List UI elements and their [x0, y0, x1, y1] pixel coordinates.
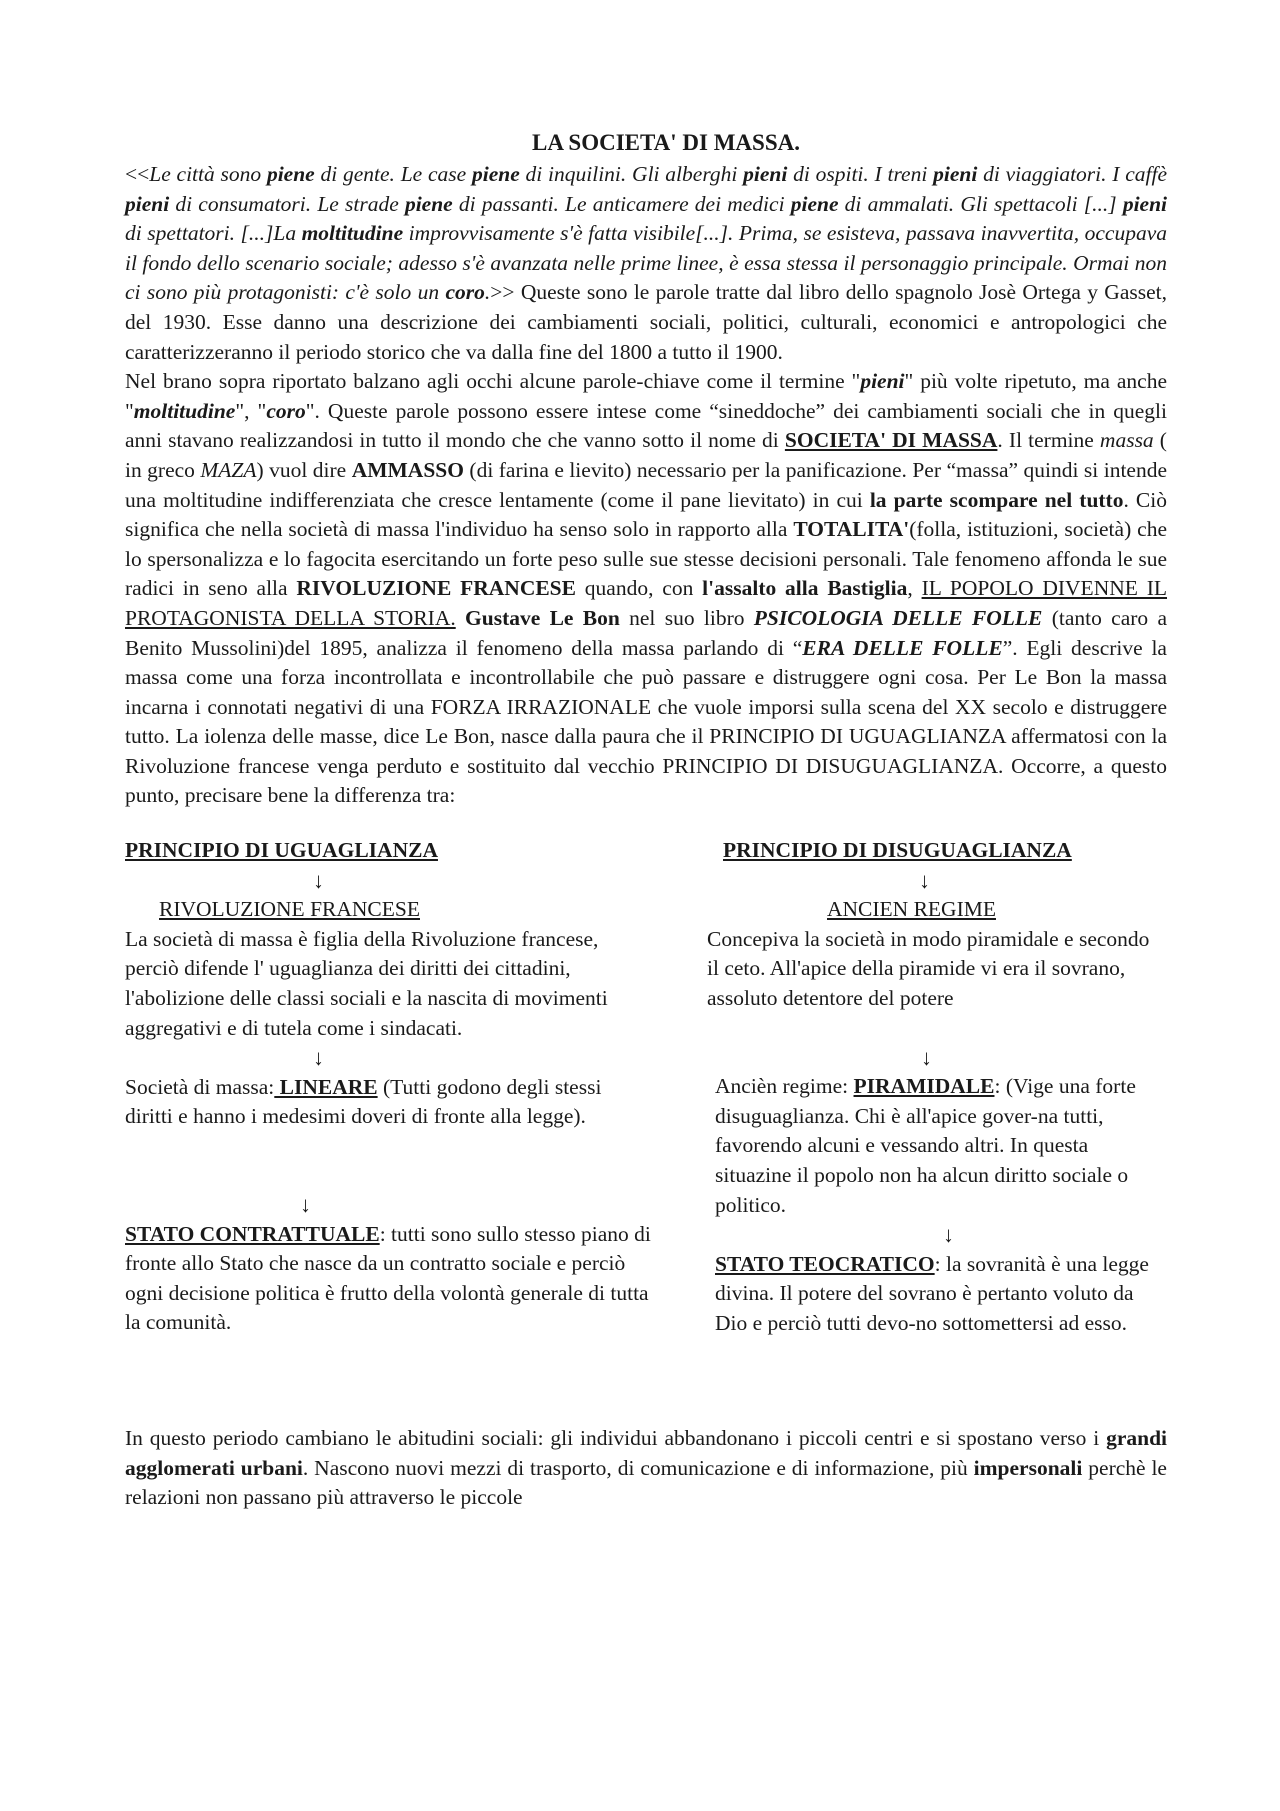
down-arrow-icon: ↓ [921, 1044, 932, 1070]
down-arrow-icon: ↓ [313, 867, 324, 893]
left-subheading: RIVOLUZIONE FRANCESE [159, 897, 420, 922]
quote-close: >> [490, 280, 515, 305]
document-page [125, 118, 1167, 1513]
keyword-piene: piene [790, 191, 839, 216]
left-lineare: Società di massa: LINEARE (Tutti godono degli stessi diritti e hanno i medesimi doveri di fronte alla legge). [125, 1074, 602, 1129]
left-heading: PRINCIPIO DI UGUAGLIANZA [125, 838, 438, 863]
down-arrow-icon: ↓ [313, 1045, 324, 1071]
quote-paragraph: <<Le città sono piene di gente. Le case piene di inquilini. Gli alberghi pieni di ospiti. I treni pieni di viaggiatori. I caffè pieni di consumatori. Le strade piene di passanti. Le anticamere dei medici piene di ammalati. Gli spettacoli [...] pieni di spettatori. [...]La moltitudine improvvisamente s'è fatta visibile[...]. Prima, se esisteva, passava inavvertita, occupava il fondo dello scenario sociale; adesso s'è avanzata nelle prime linee, è essa stessa il personaggio principale. Ormai non ci sono più protagonisti: c'è solo un coro.>> Queste sono le parole tratte dal libro dello spagnolo Josè Ortega y Gasset, del 1930. Esse danno una descrizione dei cambiamenti sociali, politici, culturali, economici e antropologici che caratterizzeranno il periodo storico che va dalla fine del 1800 a tutto il 1900. [125, 162, 1168, 364]
left-column [125, 836, 665, 1338]
down-arrow-icon: ↓ [919, 867, 930, 893]
keyword-piene: piene [404, 191, 453, 216]
left-stato: STATO CONTRATTUALE: tutti sono sullo stesso piano di fronte allo Stato che nasce da un contratto sociale e perciò ogni decisione politica è frutto della volontà generale di tutta la comunità. [125, 1221, 651, 1335]
page-title: LA SOCIETA' DI MASSA. [532, 130, 800, 155]
right-column [703, 836, 1167, 1339]
keyword-moltitudine: moltitudine [301, 221, 404, 246]
closing-paragraph: In questo periodo cambiano le abitudini sociali: gli individui abbandonano i piccoli centri e si spostano verso i grandi agglomerati urbani. Nascono nuovi mezzi di trasporto, di comunicazione e di informazione, più impersonali perchè le relazioni non passano più attraverso le piccole [125, 1426, 1167, 1510]
left-body: La società di massa è figlia della Rivoluzione francese, perciò difende l' uguaglianza dei diritti dei cittadini, l'abolizione delle classi sociali e la nascita di movimenti aggregativi e di tutela come i sindacati. [125, 926, 608, 1040]
keyword-pieni: pieni [125, 191, 170, 216]
keyword-piene: piene [266, 162, 315, 186]
keyword-pieni: pieni [933, 162, 978, 186]
keyword-pieni: pieni [1122, 191, 1168, 216]
keyword-coro: coro [445, 280, 485, 305]
right-subheading: ANCIEN REGIME [827, 897, 996, 922]
down-arrow-icon: ↓ [300, 1192, 311, 1217]
keyword-societa-di-massa: SOCIETA' DI MASSA [784, 428, 998, 453]
body-paragraph: Nel brano sopra riportato balzano agli occhi alcune parole-chiave come il termine "pieni" più volte ripetuto, ma anche "moltitudine", "coro". Queste parole possono essere intese come “sineddoche” dei cambiamenti sociali che in quegli anni stavano realizzandosi in tutto il mondo che che vanno sotto il nome di SOCIETA' DI MASSA. Il termine massa ( in greco MAZA) vuol dire AMMASSO (di farina e lievito) necessario per la panificazione. Per “massa” quindi si intende una moltitudine indifferenziata che cresce lentamente (come il pane lievitato) in cui la parte scompare nel tutto. Ciò significa che nella società di massa l'individuo ha senso solo in rapporto alla TOTALITA'(folla, istituzioni, società) che lo spersonalizza e lo fagocita esercitando un forte peso sulle sue stesse decisioni personali. Tale fenomeno affonda le sue radici in seno alla RIVOLUZIONE FRANCESE quando, con l'assalto alla Bastiglia, IL POPOLO DIVENNE IL PROTAGONISTA DELLA STORIA. Gustave Le Bon nel suo libro PSICOLOGIA DELLE FOLLE (tanto caro a Benito Mussolini)del 1895, analizza il fenomeno della massa parlando di “ERA DELLE FOLLE”. Egli descrive la massa come una forza incontrollata e incontrollabile che può passare e distruggere ogni cosa. Per Le Bon la massa incarna i connotati negativi di una FORZA IRRAZIONALE che vuole imporsi sulla scena del XX secolo e distruggere tutto. La iolenza delle masse, dice Le Bon, nasce dalla paura che il PRINCIPIO DI UGUAGLIANZA affermatosi con la Rivoluzione francese venga perduto e sostituito dal vecchio PRINCIPIO DI DISUGUAGLIANZA. Occorre, a questo punto, precisare bene la differenza tra: [125, 369, 1168, 808]
comparison-columns [125, 836, 1167, 1406]
right-piramidale: Anciѐn regime: PIRAMIDALE: (Vige una forte disuguaglianza. Chi è all'apice gover-na tutti, favorendo alcuni e vessando altri. In questa situazine il popolo non ha alcun diritto sociale o politico. [715, 1074, 1136, 1217]
keyword-pieni: pieni [743, 162, 788, 186]
down-arrow-icon: ↓ [943, 1222, 954, 1248]
right-body: Concepiva la società in modo piramidale e secondo il ceto. All'apice della piramide vi era il sovrano, assoluto detentore del potere [707, 926, 1150, 1011]
right-stato: STATO TEOCRATICO: la sovranità è una legge divina. Il potere del sovrano è pertanto voluto da Dio e perciò tutti devo-no sottomettersi ad esso. [715, 1251, 1149, 1335]
right-heading: PRINCIPIO DI DISUGUAGLIANZA [723, 838, 1072, 863]
keyword-piene: piene [471, 162, 520, 186]
quote-open: << [125, 162, 150, 186]
